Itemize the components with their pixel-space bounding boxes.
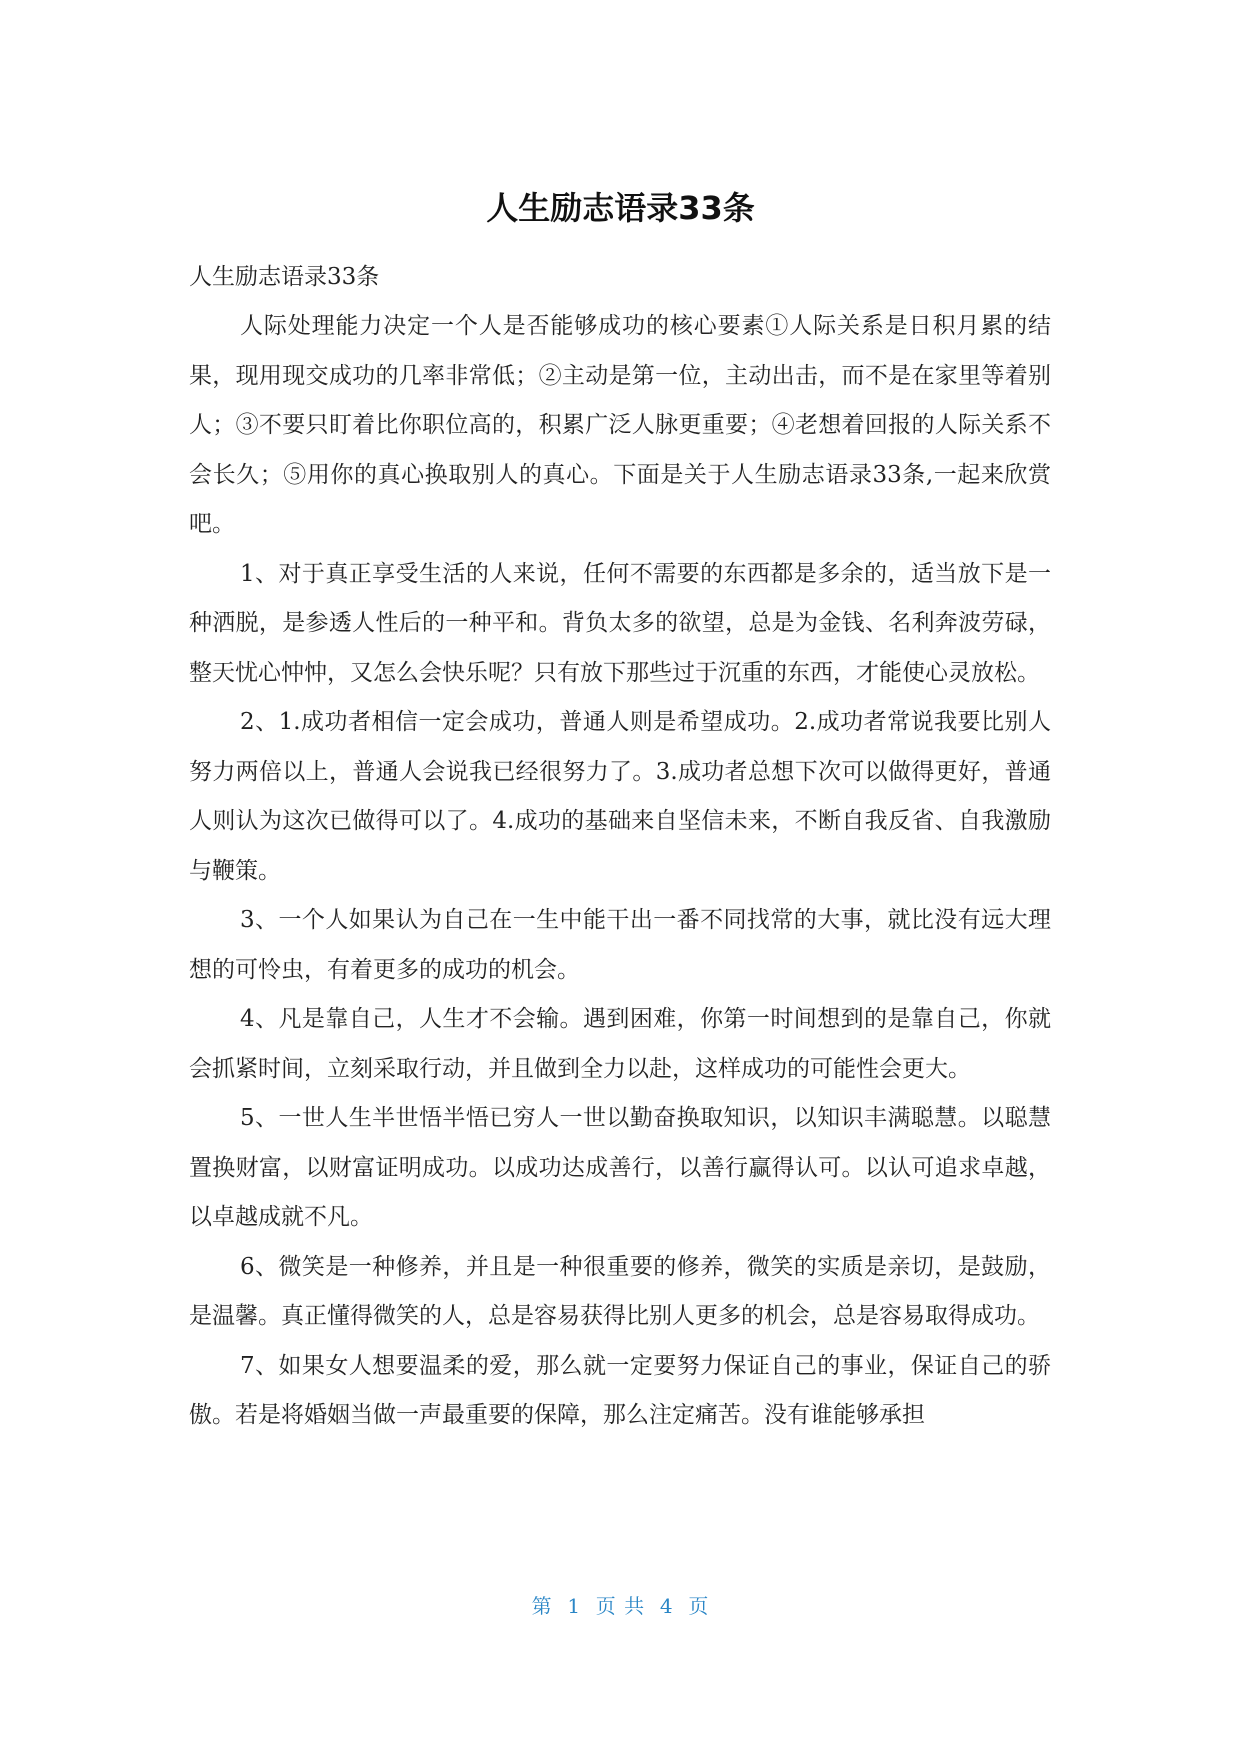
quote-paragraph: 4、凡是靠自己，人生才不会输。遇到困难，你第一时间想到的是靠自己，你就会抓紧时间，立刻采取行动，并且做到全力以赴，这样成功的可能性会更大。 — [189, 1006, 1051, 1082]
document-title: 人生励志语录33条 — [486, 189, 755, 227]
quote-paragraph: 6、微笑是一种修养，并且是一种很重要的修养，微笑的实质是亲切，是鼓励，是温馨。真正懂得微笑的人，总是容易获得比别人更多的机会，总是容易取得成功。 — [189, 1253, 1051, 1329]
quote-paragraph: 1、对于真正享受生活的人来说，任何不需要的东西都是多余的，适当放下是一种洒脱，是参透人性后的一种平和。背负太多的欲望，总是为金钱、名利奔波劳碌，整天忧心忡忡，又怎么会快乐呢？只有放下那些过于沉重的东西，才能使心灵放松。 — [189, 560, 1051, 686]
document-body — [189, 253, 1051, 1441]
quote-paragraph: 5、一世人生半世悟半悟已穷人一世以勤奋换取知识，以知识丰满聪慧。以聪慧置换财富，以财富证明成功。以成功达成善行，以善行赢得认可。以认可追求卓越，以卓越成就不凡。 — [189, 1105, 1051, 1230]
document-subtitle: 人生励志语录33条 — [189, 264, 380, 290]
quote-paragraph: 2、1.成功者相信一定会成功，普通人则是希望成功。2.成功者常说我要比别人努力两倍以上，普通人会说我已经很努力了。3.成功者总想下次可以做得更好，普通人则认为这次已做得可以了。4.成功的基础来自坚信未来，不断自我反省、自我激励与鞭策。 — [189, 709, 1051, 884]
quote-paragraph: 3、一个人如果认为自己在一生中能干出一番不同找常的大事，就比没有远大理想的可怜虫，有着更多的成功的机会。 — [189, 907, 1051, 983]
page-number-footer: 第 1 页 共 4 页 — [531, 1594, 710, 1618]
quote-paragraph: 7、如果女人想要温柔的爱，那么就一定要努力保证自己的事业，保证自己的骄傲。若是将婚姻当做一声最重要的保障，那么注定痛苦。没有谁能够承担 — [189, 1352, 1051, 1428]
intro-paragraph: 人际处理能力决定一个人是否能够成功的核心要素①人际关系是日积月累的结果，现用现交成功的几率非常低；②主动是第一位，主动出击，而不是在家里等着别人；③不要只盯着比你职位高的，积累广泛人脉更重要；④老想着回报的人际关系不会长久；⑤用你的真心换取别人的真心。下面是关于人生励志语录33条,一起来欣赏吧。 — [189, 313, 1051, 537]
